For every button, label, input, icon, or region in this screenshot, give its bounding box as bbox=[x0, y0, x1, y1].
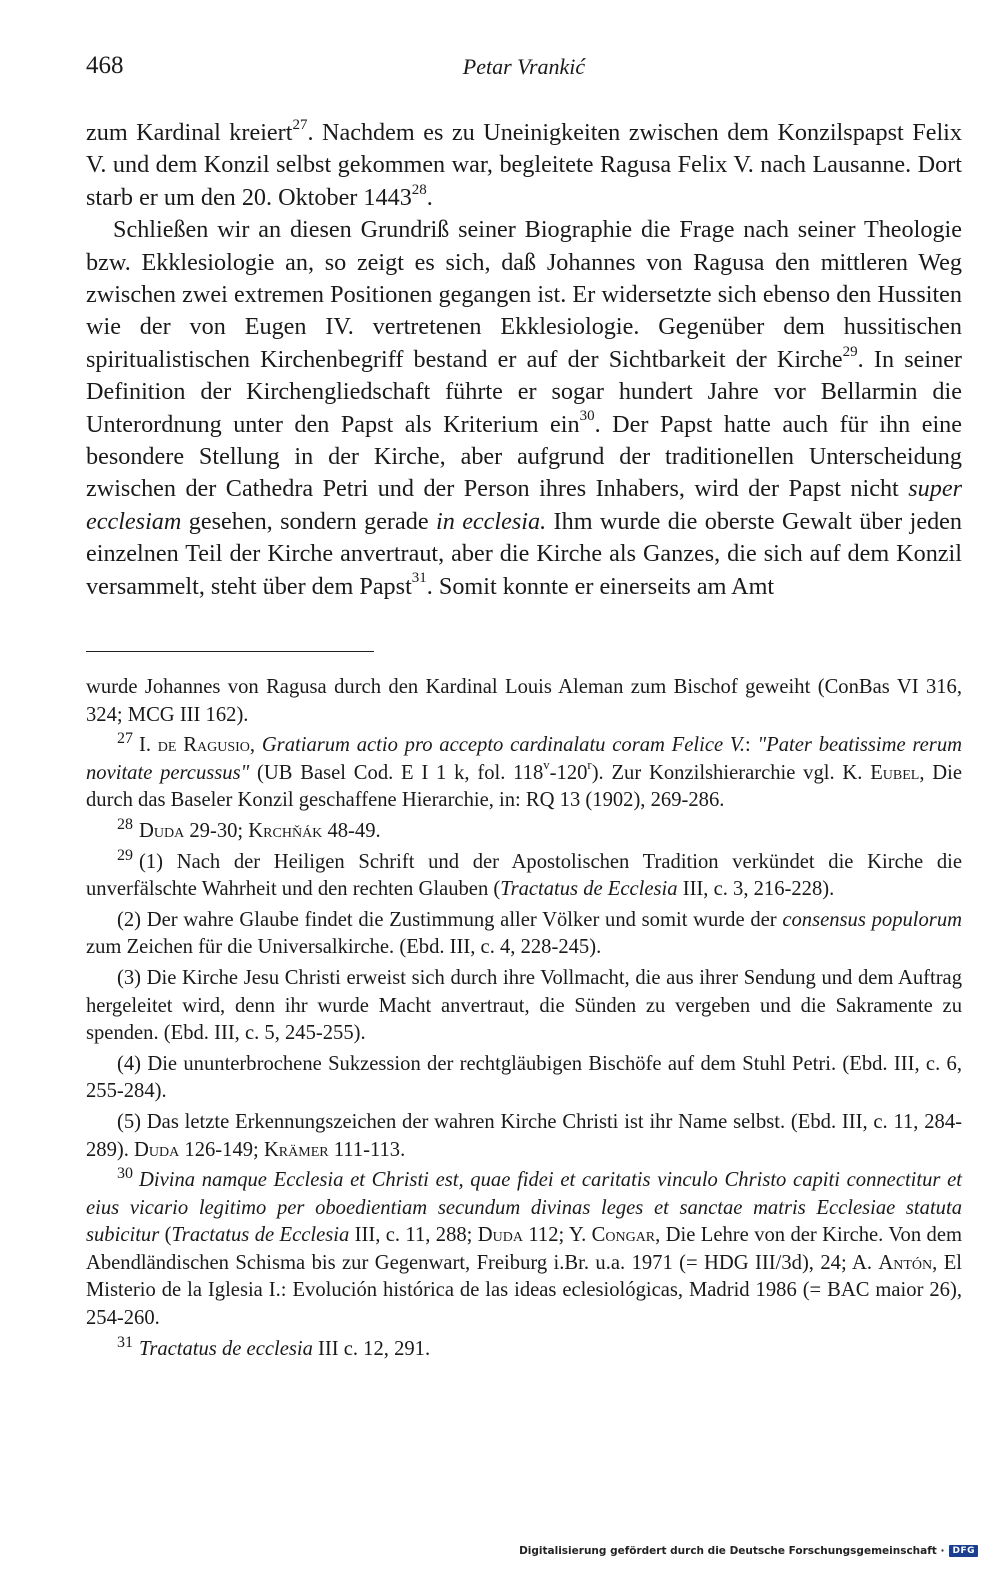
footnote-29-part: (4) Die ununterbrochene Sukzession der rechtgläubigen Bischöfe auf dem Stuhl Petri. (Ebd. III, c. 6, 255-284). bbox=[86, 1052, 962, 1103]
digitization-credit bbox=[519, 1542, 978, 1560]
footnote-ref[interactable]: 31 bbox=[411, 570, 427, 587]
footnote-29: $^{29}$ (1) Nach der Heiligen Schrift und der Apostolischen Tradition verkündet die Kirche die unverfälschte Wahrheit und den rechten Glauben (Tractatus de Ecclesia III, c. 3, 216-228). bbox=[86, 846, 962, 901]
footnote-ref[interactable]: 28 bbox=[411, 181, 427, 198]
footnote-ref[interactable]: 29 bbox=[842, 343, 858, 360]
footnote-29-part: (5) Das letzte Erkennungszeichen der wahren Kirche Christi ist ihr Name selbst. (Ebd. III, c. 11, 284-289). Duda 126-149; Krämer 111-113. bbox=[86, 1110, 962, 1161]
footnotes bbox=[86, 674, 962, 1366]
body-text bbox=[86, 117, 962, 603]
footnote-31: $^{31}$ Tractatus de ecclesia III c. 12, 291. bbox=[117, 1333, 431, 1360]
footnote-30: $^{30}$ Divina namque Ecclesia et Christi est, quae fidei et caritatis vinculo Christo capiti connectitur et eius vicario legitimo per oboedientiam secundum divinas leges et sanctae matris Ecclesiae statuta subicitur (Tractatus de Ecclesia III, c. 11, 288; Duda 112; Y. Congar, Die Lehre von der Kirche. Von dem Abendländischen Schisma bis zur Gegenwart, Freiburg i.Br. u.a. 1971 (= HDG III/3d), 24; A. Antón, El Misterio de la Iglesia I.: Evolución histórica de las ideas eclesiológicas, Madrid 1986 (= BAC maior 26), 254-260. bbox=[86, 1165, 962, 1330]
footnote-ref[interactable]: 30 bbox=[579, 408, 595, 425]
footnote-ref[interactable]: 27 bbox=[292, 116, 308, 133]
dfg-logo-icon: DFG bbox=[949, 1545, 978, 1557]
footnote-separator bbox=[86, 651, 374, 652]
page-number: 468 bbox=[86, 52, 124, 79]
running-head: Petar Vrankić bbox=[462, 54, 586, 79]
body-paragraph: zum Kardinal kreiert$^{27}$. Nachdem es zu Uneinigkeiten zwischen dem Konzilspapst Felix V. und dem Konzil selbst gekommen war, begleitete Ragusa Felix V. nach Lausanne. Dort starb er um den 20. Oktober 1443$^{28}$. bbox=[86, 116, 962, 211]
credit-text: Digitalisierung gefördert durch die Deutsche Forschungsgemeinschaft · bbox=[519, 1545, 945, 1557]
footnote-29-part: (3) Die Kirche Jesu Christi erweist sich durch ihre Vollmacht, die aus ihrer Sendung und dem Auftrag hergeleitet wird, denn ihr wurde Macht anvertraut, die Sünden zu vergeben und die Sakramente zu spenden. (Ebd. III, c. 5, 245-255). bbox=[86, 966, 962, 1045]
footnote-27: $^{27}$ I. de Ragusio, Gratiarum actio pro accepto cardinalatu coram Felice V.: "Pater beatissime rerum novitate percussus" (UB Basel Cod. E I 1 k, fol. 118$^v$-120$^r$). Zur Konzilshierarchie vgl. K. Eubel, Die durch das Baseler Konzil geschaffene Hierarchie, in: RQ 13 (1902), 269-286. bbox=[86, 730, 962, 812]
footnote-continuation: wurde Johannes von Ragusa durch den Kardinal Louis Aleman zum Bischof geweiht (ConBas VI 316, 324; MCG III 162). bbox=[86, 676, 962, 726]
page-header bbox=[86, 52, 962, 86]
footnote-28: $^{28}$ Duda 29-30; Krchňák 48-49. bbox=[117, 816, 381, 842]
footnote-29-part: (2) Der wahre Glaube findet die Zustimmung aller Völker und somit wurde der consensus populorum zum Zeichen für die Universalkirche. (Ebd. III, c. 4, 228-245). bbox=[86, 908, 962, 959]
body-paragraph: Schließen wir an diesen Grundriß seiner Biographie die Frage nach seiner Theologie bzw. Ekklesiologie an, so zeigt es sich, daß Johannes von Ragusa den mittleren Weg zwischen zwei extremen Positionen gegangen ist. Er widersetzte sich ebenso den Hussiten wie der von Eugen IV. vertretenen Ekklesiologie. Gegenüber dem hussitischen spiritualistischen Kirchenbegriff bestand er auf der Sichtbarkeit der Kirche$^{29}$. In seiner Definition der Kirchengliedschaft führte er sogar hundert Jahre vor Bellarmin die Unterordnung unter den Papst als Kriterium ein$^{30}$. Der Papst hatte auch für ihn eine besondere Stellung in der Kirche, aber aufgrund der traditionellen Unterscheidung zwischen der Cathedra Petri und der Person ihres Inhabers, wird der Papst nicht super ecclesiam gesehen, sondern gerade in ecclesia. Ihm wurde die oberste Gewalt über jeden einzelnen Teil der Kirche anvertraut, aber die Kirche als Ganzes, die sich auf dem Konzil versammelt, steht über dem Papst$^{31}$. Somit konnte er einerseits am Amt bbox=[86, 216, 962, 600]
